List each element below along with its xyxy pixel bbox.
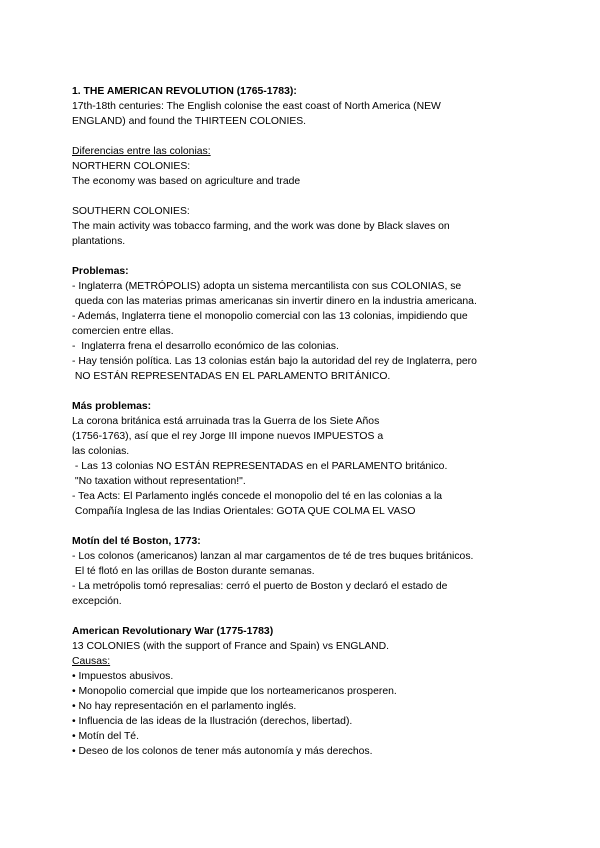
- problemas-line: - Inglaterra frena el desarrollo económico de las colonias.: [72, 341, 339, 352]
- causa-item: • Influencia de las ideas de la Ilustración (derechos, libertad).: [72, 716, 353, 727]
- causas-label: Causas:: [72, 656, 111, 667]
- northern-colonies-title: NORTHERN COLONIES:: [72, 161, 191, 172]
- causa-item: • No hay representación en el parlamento inglés.: [72, 701, 297, 712]
- causa-item: • Deseo de los colonos de tener más autonomía y más derechos.: [72, 746, 373, 757]
- intro-line-2: ENGLAND) and found the THIRTEEN COLONIES.: [72, 116, 307, 127]
- mas-problemas-line: La corona británica está arruinada tras la Guerra de los Siete Años: [72, 416, 380, 427]
- problemas-line: comercien entre ellas.: [72, 326, 174, 337]
- southern-colonies-text-2: plantations.: [72, 236, 126, 247]
- causa-item: • Monopolio comercial que impide que los norteamericanos prosperen.: [72, 686, 397, 697]
- mas-problemas-line: "No taxation without representation!".: [72, 476, 246, 487]
- causa-item: • Impuestos abusivos.: [72, 671, 174, 682]
- mas-problemas-line: - Las 13 colonias NO ESTÁN REPRESENTADAS en el PARLAMENTO británico.: [72, 461, 448, 472]
- mas-problemas-heading: Más problemas:: [72, 401, 152, 412]
- causa-item: • Motín del Té.: [72, 731, 139, 742]
- war-heading: American Revolutionary War (1775-1783): [72, 626, 274, 637]
- mas-problemas-line: Compañía Inglesa de las Indias Orientales: GOTA QUE COLMA EL VASO: [72, 506, 416, 517]
- mas-problemas-line: las colonias.: [72, 446, 130, 457]
- problemas-line: - Inglaterra (METRÓPOLIS) adopta un sistema mercantilista con sus COLONIAS, se: [72, 281, 462, 292]
- southern-colonies-title: SOUTHERN COLONIES:: [72, 206, 190, 217]
- motin-line: - La metrópolis tomó represalias: cerró el puerto de Boston y declaró el estado de: [72, 581, 448, 592]
- mas-problemas-line: (1756-1763), así que el rey Jorge III impone nuevos IMPUESTOS a: [72, 431, 384, 442]
- mas-problemas-line: - Tea Acts: El Parlamento inglés concede el monopolio del té en las colonias a la: [72, 491, 443, 502]
- problemas-heading: Problemas:: [72, 266, 129, 277]
- problemas-line: - Hay tensión política. Las 13 colonias están bajo la autoridad del rey de Inglaterra, pero: [72, 356, 477, 367]
- motin-line: - Los colonos (americanos) lanzan al mar cargamentos de té de tres buques británicos.: [72, 551, 474, 562]
- motin-heading: Motín del té Boston, 1773:: [72, 536, 201, 547]
- motin-line: excepción.: [72, 596, 122, 607]
- diferencias-heading: Diferencias entre las colonias:: [72, 146, 211, 157]
- intro-line-1: 17th-18th centuries: The English colonise the east coast of North America (NEW: [72, 101, 441, 112]
- problemas-line: queda con las materias primas americanas sin invertir dinero en la industria americana.: [72, 296, 477, 307]
- section-heading-american-revolution: 1. THE AMERICAN REVOLUTION (1765-1783):: [72, 86, 297, 97]
- problemas-line: NO ESTÁN REPRESENTADAS EN EL PARLAMENTO BRITÁNICO.: [72, 371, 391, 382]
- northern-colonies-text: The economy was based on agriculture and trade: [72, 176, 301, 187]
- southern-colonies-text-1: The main activity was tobacco farming, and the work was done by Black slaves on: [72, 221, 450, 232]
- motin-line: El té flotó en las orillas de Boston durante semanas.: [72, 566, 315, 577]
- problemas-line: - Además, Inglaterra tiene el monopolio comercial con las 13 colonias, impidiendo que: [72, 311, 468, 322]
- war-subtitle: 13 COLONIES (with the support of France and Spain) vs ENGLAND.: [72, 641, 390, 652]
